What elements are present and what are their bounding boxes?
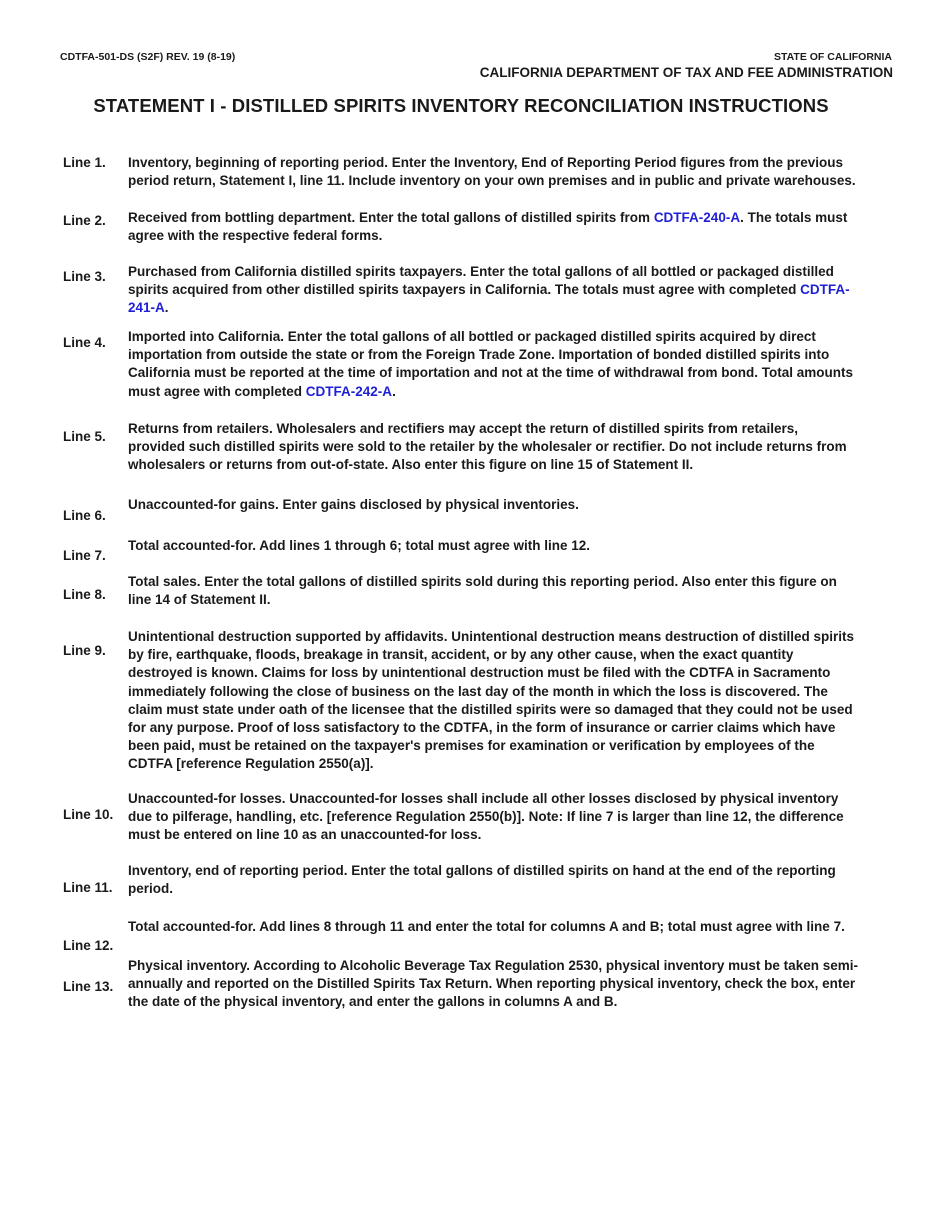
department-name: CALIFORNIA DEPARTMENT OF TAX AND FEE ADMINISTRATION bbox=[479, 65, 893, 80]
line-1-text: Inventory, beginning of reporting period. Enter the Inventory, End of Reporting Period figures from the previous period return, Statement I, line 11. Include inventory on your own premises and in public and private warehouses. bbox=[128, 155, 856, 189]
line-4-label: Line 4. bbox=[63, 335, 106, 350]
line-4-text-after: . bbox=[392, 383, 396, 399]
line-6-label: Line 6. bbox=[63, 508, 106, 523]
line-3-text bbox=[128, 263, 858, 318]
line-12-label: Line 12. bbox=[63, 938, 114, 953]
line-5-label: Line 5. bbox=[63, 429, 106, 444]
cdtfa-241-a-link[interactable]: CDTFA-241-A bbox=[128, 282, 850, 316]
line-1-label: Line 1. bbox=[63, 155, 106, 170]
line-5-text: Returns from retailers. Wholesalers and rectifiers may accept the return of distilled spirits from retailers, provided such distilled spirits were sold to the retailer by the wholesaler or rectifier. Do not include returns from wholesalers or returns from out-of-state. Also enter this figure on line 15 of Statement II. bbox=[128, 421, 847, 473]
line-12-text: Total accounted-for. Add lines 8 through 11 and enter the total for columns A and B; total must agree with line 7. bbox=[128, 919, 845, 934]
line-2-text-after: . The totals must agree with the respective federal forms. bbox=[128, 210, 848, 244]
form-id: CDTFA-501-DS (S2F) REV. 19 (8-19) bbox=[60, 51, 236, 63]
page-title: STATEMENT I - DISTILLED SPIRITS INVENTORY RECONCILIATION INSTRUCTIONS bbox=[93, 95, 829, 116]
line-2-text-before: Received from bottling department. Enter the total gallons of distilled spirits from bbox=[128, 210, 654, 225]
line-13-label: Line 13. bbox=[63, 979, 114, 994]
line-9-text: Unintentional destruction supported by affidavits. Unintentional destruction means destruction of distilled spirits by fire, earthquake, floods, breakage in transit, accident, or by any other cause, when the exact quantity destroyed is known. Claims for loss by unintentional destruction must be filed with the CDTFA in Sacramento immediately following the close of business on the last day of the month in which the loss is discovered. The claim must state under oath of the licensee that the distilled spirits were so damaged that they could not be used for any purpose. Proof of loss satisfactory to the CDTFA, in the form of insurance or carrier claims which have been paid, must be retained on the taxpayer's premises for examination or verification by employees of the CDTFA [reference Regulation 2550(a)]. bbox=[128, 629, 855, 772]
line-11-text: Inventory, end of reporting period. Enter the total gallons of distilled spirits on hand at the end of the reporting period. bbox=[128, 863, 836, 897]
cdtfa-242-a-link[interactable]: CDTFA-242-A bbox=[305, 383, 393, 399]
line-6-text: Unaccounted-for gains. Enter gains disclosed by physical inventories. bbox=[128, 497, 579, 512]
line-9-label: Line 9. bbox=[63, 643, 106, 658]
line-11-label: Line 11. bbox=[63, 880, 113, 895]
line-10-label: Line 10. bbox=[63, 807, 114, 822]
line-8-text: Total sales. Enter the total gallons of distilled spirits sold during this reporting period. Also enter this figure on line 14 of Statement II. bbox=[128, 574, 837, 608]
line-4-text-before: Imported into California. Enter the total gallons of all bottled or packaged distilled spirits acquired by direct importation from outside the state or from the Foreign Trade Zone. Importation of bonded distilled spirits into California must be reported at the time of importation and not at the time of withdrawal from bond. Total amounts must agree with completed bbox=[128, 329, 854, 399]
line-3-label: Line 3. bbox=[63, 269, 106, 284]
line-7-label: Line 7. bbox=[63, 548, 106, 563]
line-2-label: Line 2. bbox=[63, 213, 106, 228]
line-8-label: Line 8. bbox=[63, 587, 106, 602]
state-label: STATE OF CALIFORNIA bbox=[773, 51, 892, 63]
line-2-text bbox=[128, 209, 858, 245]
line-4-text bbox=[128, 328, 858, 401]
line-10-text: Unaccounted-for losses. Unaccounted-for losses shall include all other losses disclosed by physical inventory due to pilferage, handling, etc. [reference Regulation 2550(b)]. Note: If line 7 is larger than line 12, the difference must be entered on line 10 as an unaccounted-for loss. bbox=[128, 791, 844, 843]
line-7-text: Total accounted-for. Add lines 1 through 6; total must agree with line 12. bbox=[128, 538, 591, 553]
line-13-text: Physical inventory. According to Alcoholic Beverage Tax Regulation 2530, physical inventory must be taken semi-annually and reported on the Distilled Spirits Tax Return. When reporting physical inventory, check the box, enter the date of the physical inventory, and enter the gallons in columns A and B. bbox=[128, 958, 858, 1010]
line-3-text-after: . bbox=[164, 300, 169, 316]
line-3-text-before: Purchased from California distilled spirits taxpayers. Enter the total gallons of all bottled or packaged distilled spirits acquired from other distilled spirits taxpayers in California. The totals must agree with completed bbox=[128, 264, 834, 298]
cdtfa-240-a-link[interactable]: CDTFA-240-A bbox=[653, 210, 741, 225]
